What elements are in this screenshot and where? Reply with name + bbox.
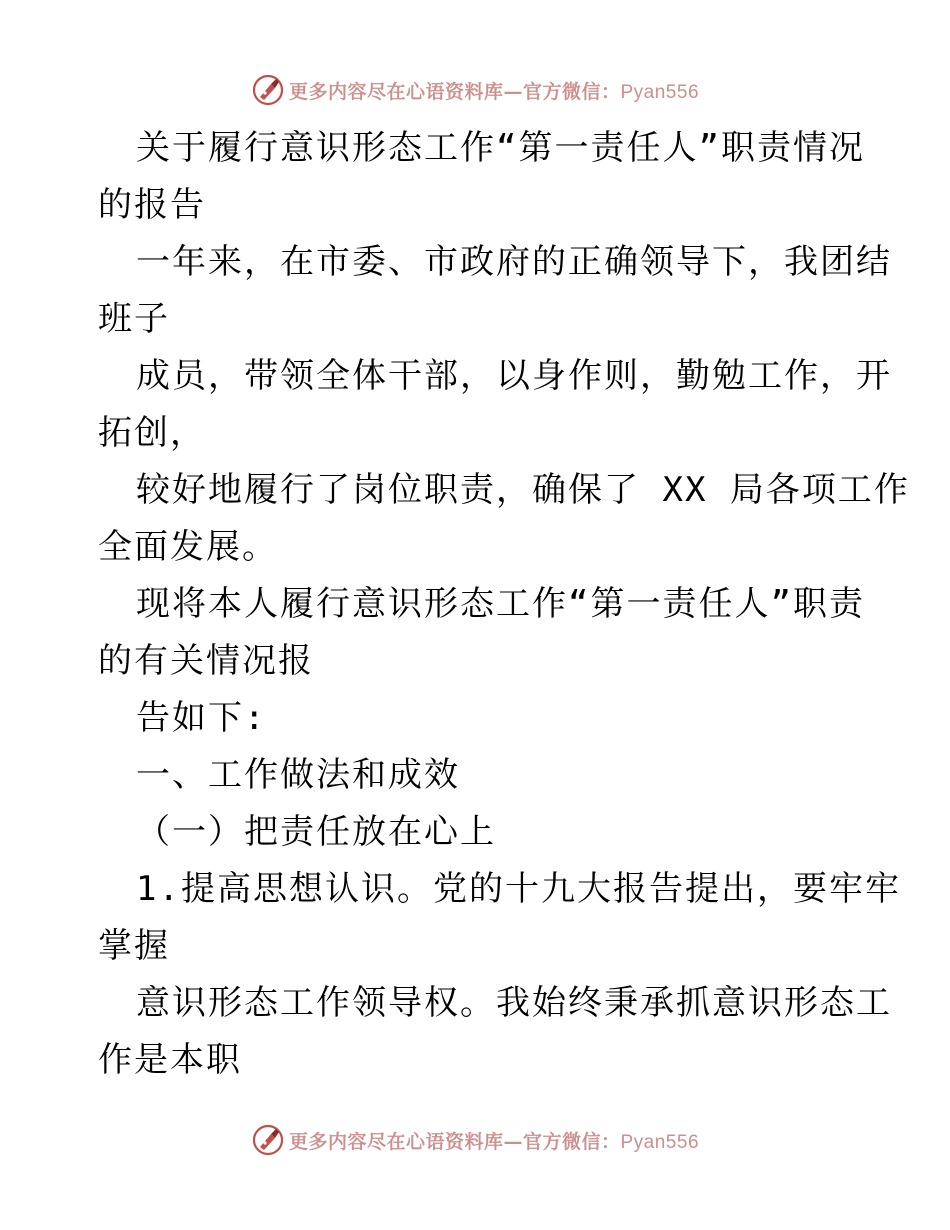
text-line: 告如下: (136, 698, 267, 738)
document-body (98, 120, 910, 1089)
text-line: 拓创， (98, 413, 206, 453)
text-line: 掌握 (98, 926, 170, 966)
pen-logo-icon (251, 1123, 285, 1157)
text-line: 成员，带领全体干部，以身作则，勤勉工作，开 (136, 356, 892, 396)
watermark-text: 更多内容尽在心语资料库—官方微信：Pyan556 (288, 1130, 700, 1153)
watermark-text: 更多内容尽在心语资料库—官方微信：Pyan556 (288, 80, 700, 103)
text-line: 1.提高思想认识。党的十九大报告提出，要牢牢 (136, 869, 901, 909)
text-line: （一）把责任放在心上 (136, 812, 496, 852)
text-line: 的报告 (98, 185, 206, 225)
text-line: 现将本人履行意识形态工作“第一责任人”职责 (136, 584, 865, 624)
pen-logo-icon (251, 73, 285, 107)
text-line: 较好地履行了岗位职责，确保了 XX 局各项工作 (136, 470, 910, 510)
text-line: 意识形态工作领导权。我始终秉承抓意识形态工 (136, 983, 892, 1023)
text-line: 作是本职 (98, 1040, 242, 1080)
text-line: 全面发展。 (98, 527, 278, 567)
text-line: 班子 (98, 299, 170, 339)
text-line: 一年来，在市委、市政府的正确领导下，我团结 (136, 242, 892, 282)
header-watermark (0, 70, 950, 110)
footer-watermark (0, 1120, 950, 1160)
text-line: 一、工作做法和成效 (136, 755, 460, 795)
text-line: 关于履行意识形态工作“第一责任人”职责情况 (136, 128, 865, 168)
text-line: 的有关情况报 (98, 641, 314, 681)
